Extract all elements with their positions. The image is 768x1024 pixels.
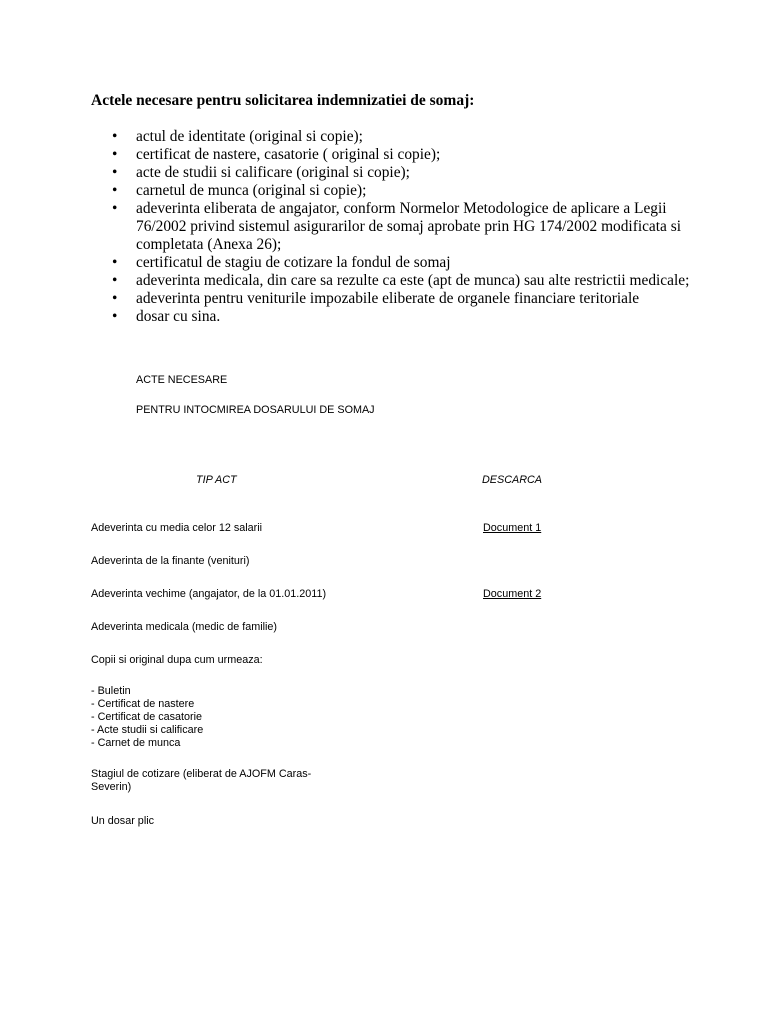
bullet-icon: • xyxy=(112,128,118,145)
download-document-1-link[interactable]: Document 1 xyxy=(483,522,542,534)
list-item: • dosar cu sina. xyxy=(112,308,221,325)
stagiu-text: Stagiul de cotizare (eliberat de AJOFM Caras- Severin) xyxy=(91,768,312,793)
bullet-icon: • xyxy=(112,272,118,289)
bullet-icon: • xyxy=(112,254,118,271)
bullet-icon: • xyxy=(112,308,118,325)
section-subtitle: PENTRU INTOCMIREA DOSARULUI DE SOMAJ xyxy=(136,404,375,416)
list-item: - Acte studii si calificare xyxy=(91,724,204,736)
copies-intro: Copii si original dupa cum urmeaza: xyxy=(91,654,263,666)
required-documents-list xyxy=(112,128,692,326)
list-item: - Carnet de munca xyxy=(91,737,181,749)
column-header-tip-act: TIP ACT xyxy=(196,474,237,486)
section-title: ACTE NECESARE xyxy=(136,374,228,386)
list-item: • acte de studii si calificare (original si copie); xyxy=(112,164,410,181)
list-item: - Buletin xyxy=(91,685,131,697)
copies-list xyxy=(91,685,203,750)
list-item: • actul de identitate (original si copie); xyxy=(112,128,363,145)
list-item: - Certificat de nastere xyxy=(91,698,195,710)
page-heading: Actele necesare pentru solicitarea indemnizatiei de somaj: xyxy=(91,92,475,109)
bullet-icon: • xyxy=(112,290,118,307)
bullet-icon: • xyxy=(112,146,118,163)
list-item: • adeverinta pentru veniturile impozabile eliberate de organele financiare teritoriale xyxy=(112,290,640,307)
table-row-act: Adeverinta vechime (angajator, de la 01.01.2011) xyxy=(91,588,327,600)
list-item: • certificat de nastere, casatorie ( original si copie); xyxy=(112,146,441,163)
table-row-act: Adeverinta de la finante (venituri) xyxy=(91,555,250,567)
list-item: • adeverinta eliberata de angajator, conform Normelor Metodologice de aplicare a Legii 76/2002 privind sistemul asigurarilor de somaj aprobate prin HG 174/2002 modificata si completata (Anexa 26); xyxy=(112,200,681,253)
list-item: • carnetul de munca (original si copie); xyxy=(112,182,367,199)
bullet-icon: • xyxy=(112,200,118,217)
download-document-2-link[interactable]: Document 2 xyxy=(483,588,542,600)
dosar-text: Un dosar plic xyxy=(91,815,155,827)
column-header-descarca: DESCARCA xyxy=(482,474,542,486)
bullet-icon: • xyxy=(112,164,118,181)
bullet-icon: • xyxy=(112,182,118,199)
list-item: • adeverinta medicala, din care sa rezulte ca este (apt de munca) sau alte restrictii medicale; xyxy=(112,272,690,289)
list-item: - Certificat de casatorie xyxy=(91,711,203,723)
table-row-act: Adeverinta medicala (medic de familie) xyxy=(91,621,278,633)
list-item: • certificatul de stagiu de cotizare la fondul de somaj xyxy=(112,254,451,271)
table-row-act: Adeverinta cu media celor 12 salarii xyxy=(91,522,263,534)
